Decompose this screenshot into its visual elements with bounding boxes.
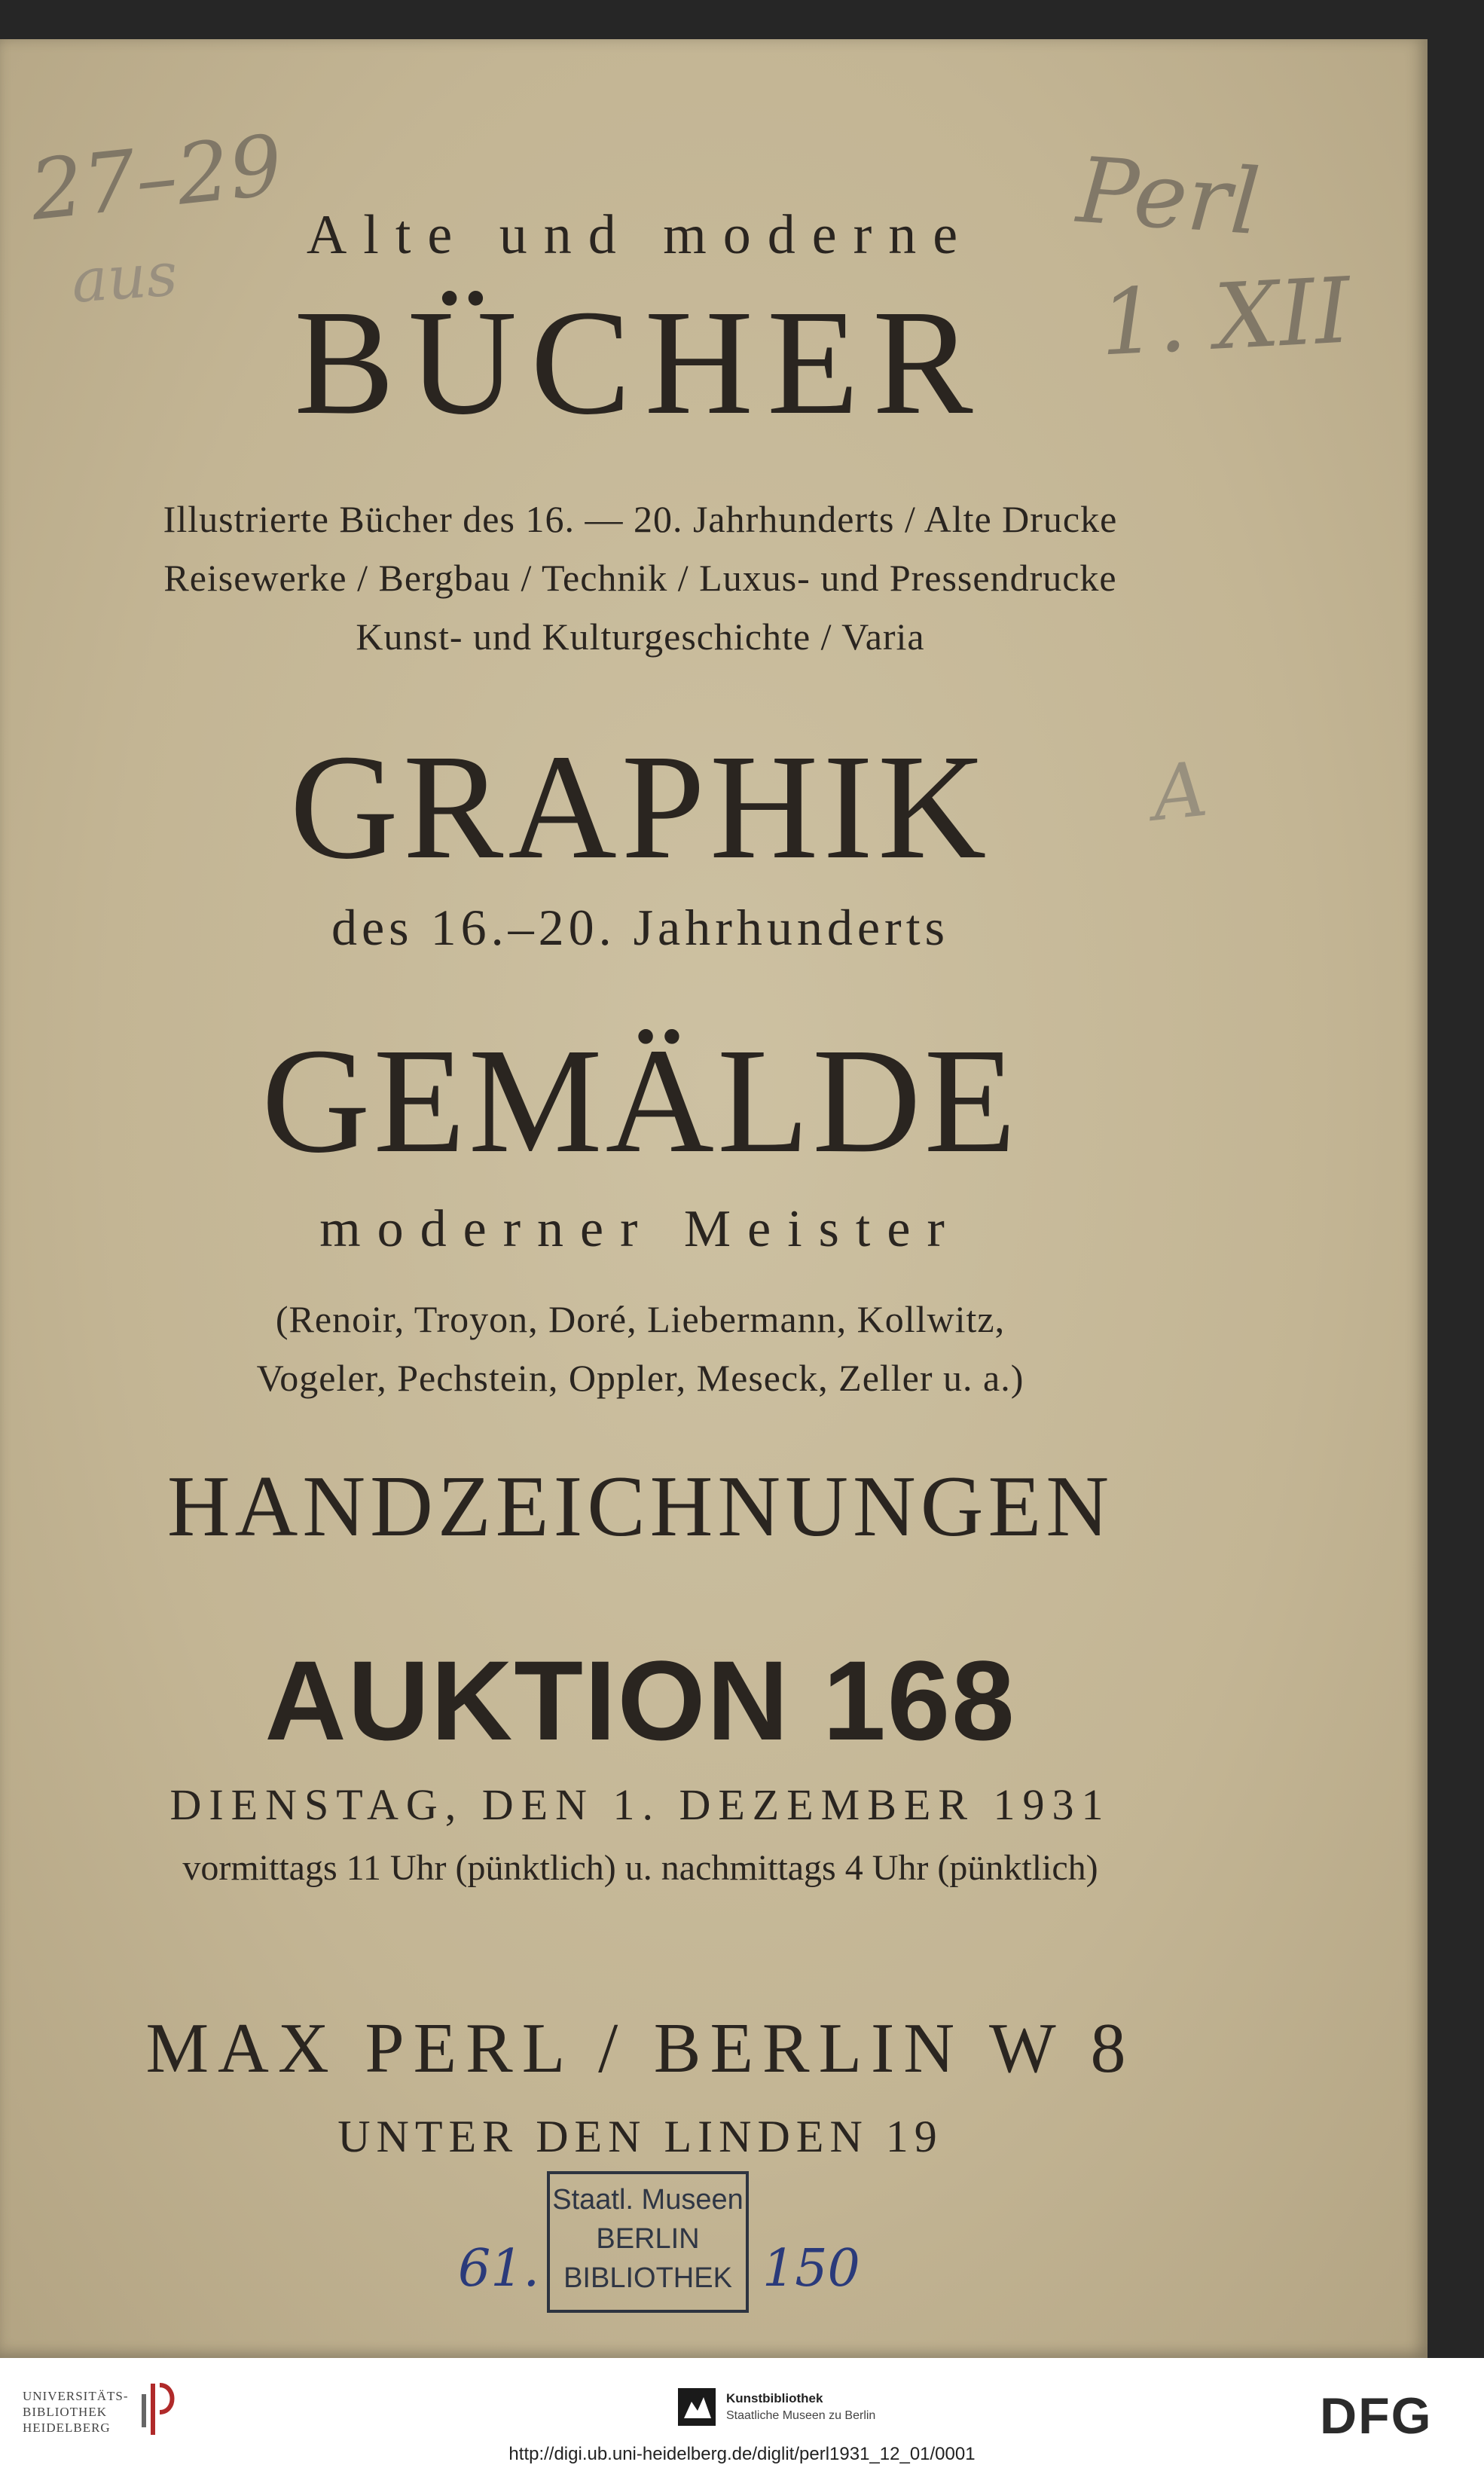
kunstbibliothek-subtitle: Staatliche Museen zu Berlin <box>726 2409 876 2422</box>
handwritten-name: Perl <box>1073 138 1263 256</box>
uni-line: HEIDELBERG <box>23 2421 111 2435</box>
artists-line: (Renoir, Troyon, Doré, Liebermann, Kollwitz, <box>275 1298 1006 1340</box>
books-line: Illustrierte Bücher des 16. — 20. Jahrhunderts / Alte Drucke <box>163 498 1118 540</box>
handwritten-date: 1. XII <box>1097 258 1354 377</box>
shelfmark-left: 61. <box>458 2239 540 2298</box>
intro-heading: Alte und moderne <box>306 204 975 266</box>
shelfmark-right: 150 <box>762 2239 860 2298</box>
dfg-logo[interactable]: DFG <box>1320 2387 1433 2445</box>
catalog-cover <box>0 39 1428 2358</box>
kunstbibliothek-emblem-icon <box>678 2388 716 2426</box>
uni-line: UNIVERSITÄTS- <box>23 2389 129 2403</box>
library-stamp <box>547 2171 749 2313</box>
kunstbibliothek-title: Kunstbibliothek <box>726 2391 823 2405</box>
kunstbibliothek-logo[interactable] <box>678 2388 919 2433</box>
auction-number: AUKTION 168 <box>264 1637 1016 1764</box>
artists-line: Vogeler, Pechstein, Oppler, Meseck, Zeller u. a.) <box>256 1357 1024 1399</box>
auction-date: DIENSTAG, DEN 1. DEZEMBER 1931 <box>169 1780 1111 1829</box>
publisher: MAX PERL / BERLIN W 8 <box>145 2009 1135 2088</box>
stamp-line: Staatl. Museen <box>552 2184 744 2216</box>
gemaelde-subtitle: moderner Meister <box>319 1200 961 1258</box>
books-line: Kunst- und Kulturgeschichte / Varia <box>356 615 925 658</box>
title-books: BÜCHER <box>294 279 987 446</box>
uni-line: BIBLIOTHEK <box>23 2405 107 2419</box>
source-url[interactable]: http://digi.ub.uni-heidelberg.de/diglit/perl1931_12_01/0001 <box>508 2444 976 2464</box>
viewer-footer <box>0 2358 1484 2471</box>
publisher-address: UNTER DEN LINDEN 19 <box>337 2112 943 2161</box>
handwritten-number: 27–29 <box>26 116 287 240</box>
stamp-line: BIBLIOTHEK <box>563 2262 732 2294</box>
stamp-line: BERLIN <box>596 2223 700 2255</box>
graphik-subtitle: des 16.–20. Jahrhunderts <box>331 899 950 956</box>
books-line: Reisewerke / Bergbau / Technik / Luxus- und Pressendrucke <box>163 557 1117 599</box>
auction-time: vormittags 11 Uhr (pünktlich) u. nachmittags 4 Uhr (pünktlich) <box>182 1848 1098 1888</box>
handwritten-note: aus <box>69 239 180 316</box>
title-graphik: GRAPHIK <box>289 724 991 890</box>
handwritten-mark: A <box>1148 744 1212 838</box>
title-gemaelde: GEMÄLDE <box>261 1018 1019 1184</box>
uni-heidelberg-emblem-icon <box>134 2379 181 2439</box>
uni-heidelberg-logo-text[interactable] <box>23 2388 129 2436</box>
title-handzeichnungen: HANDZEICHNUNGEN <box>166 1458 1114 1555</box>
